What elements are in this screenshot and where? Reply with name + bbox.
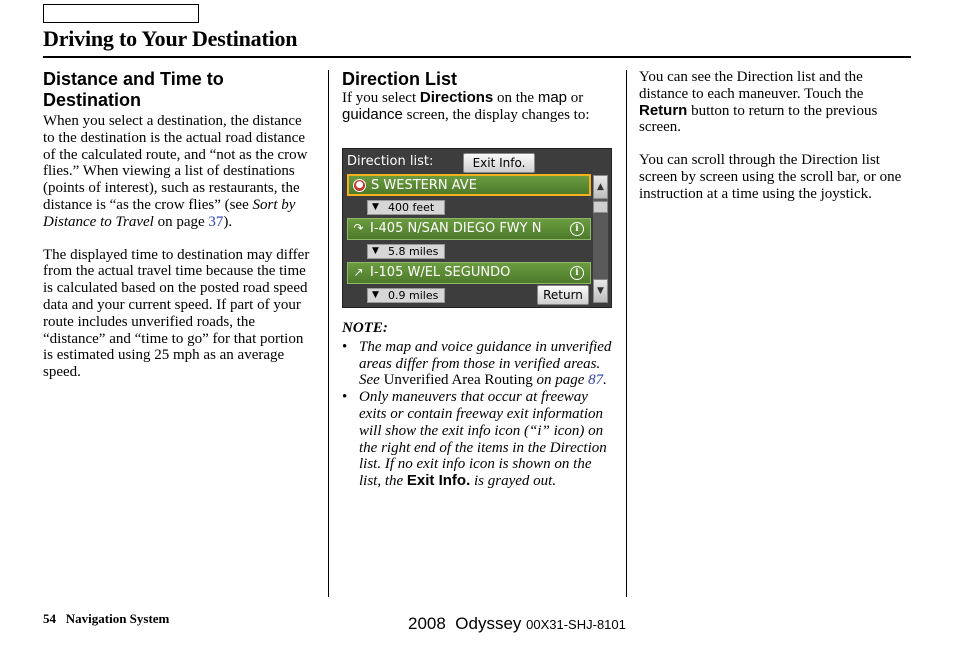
- text: The map and voice guidance in unverified areas differ from those in verified areas. See: [359, 338, 612, 389]
- exit-info-icon: i: [570, 266, 584, 280]
- guidance-term: guidance: [342, 105, 403, 123]
- scroll-down-button[interactable]: [593, 279, 608, 303]
- exit-info-button[interactable]: Exit Info.: [463, 153, 535, 173]
- column-divider-left: [328, 70, 329, 597]
- distance-value: 0.9 miles: [388, 289, 439, 302]
- distance-field: [367, 200, 445, 215]
- note-list: [342, 339, 614, 490]
- distance-value: 400 feet: [388, 201, 435, 214]
- arrow-up-icon: ▲: [597, 182, 604, 192]
- right-paragraph-2: You can scroll through the Direction list screen by screen using the scroll bar, or one instruction at a time using the joystick.: [639, 152, 902, 202]
- scroll-thumb[interactable]: [593, 201, 608, 213]
- column-divider-right: [626, 70, 627, 597]
- page-link-37[interactable]: 37: [208, 213, 224, 230]
- title-divider: [43, 56, 911, 58]
- page-link-87[interactable]: 87: [588, 372, 604, 389]
- direction-list-screen: [342, 148, 612, 308]
- text: When you select a destination, the distance to the destination is the actual road distance of the calculated route, and “not as the crow flies.” When viewing a list of destinations (points of interest), such as restaurants, the distance is “as the crow flies” (see: [43, 113, 308, 213]
- model-name: 2008 Odyssey: [408, 614, 522, 633]
- text: button to return to the previous screen.: [639, 102, 878, 136]
- text: is grayed out.: [470, 473, 557, 490]
- text: Only maneuvers that occur at freeway exits or contain freeway exit information will show the exit info icon (“i” icon) on the right end of the items in the Direction list. If no exit info icon is shown on the list, the: [359, 389, 607, 490]
- return-button[interactable]: Return: [537, 285, 589, 305]
- text: screen, the display changes to:: [402, 106, 590, 123]
- exit-info-term: Exit Info.: [406, 472, 471, 490]
- text: or: [567, 90, 584, 106]
- chevron-down-icon: ▼: [372, 246, 379, 256]
- destination-icon: ●: [353, 179, 366, 192]
- chevron-down-icon: ▼: [372, 202, 379, 212]
- text: on the: [493, 90, 538, 106]
- distance-value: 5.8 miles: [388, 245, 439, 258]
- directions-term: Directions: [419, 89, 494, 106]
- text: .: [603, 372, 607, 389]
- text: ).: [223, 213, 233, 230]
- distance-field: [367, 288, 445, 303]
- middle-intro: [342, 90, 612, 124]
- exit-info-icon: i: [570, 222, 584, 236]
- right-paragraph-1: [639, 69, 911, 136]
- return-term: Return: [639, 101, 688, 119]
- scroll-up-button[interactable]: [593, 175, 608, 199]
- left-paragraph-1: [43, 113, 313, 231]
- text: on page: [532, 372, 589, 389]
- middle-column: [342, 69, 612, 124]
- note-item: [342, 389, 614, 490]
- exit-ramp-icon: ↗: [353, 265, 364, 279]
- text: If you select: [342, 90, 420, 106]
- turn-right-icon: ↷: [353, 221, 364, 235]
- left-column: [43, 69, 313, 381]
- section-heading-direction-list: Direction List: [342, 69, 458, 89]
- document-code: 00X31-SHJ-8101: [526, 617, 626, 632]
- bullet-icon: •: [342, 338, 348, 355]
- cross-reference: Sort by Distance to Travel: [43, 196, 296, 230]
- text: You can see the Direction list and the distance to each maneuver. Touch the: [639, 69, 864, 102]
- direction-street: I-405 N/SAN DIEGO FWY N: [370, 221, 542, 236]
- text: on page: [153, 213, 209, 230]
- page-number: 54: [43, 611, 56, 626]
- map-term: map: [537, 89, 568, 106]
- cross-reference: Unverified Area Routing: [383, 372, 533, 389]
- note-label: NOTE:: [342, 320, 388, 336]
- chevron-down-icon: ▼: [372, 290, 379, 300]
- direction-street: I-105 W/EL SEGUNDO: [370, 265, 511, 280]
- screen-title: Direction list:: [347, 154, 434, 169]
- footer-model: [408, 614, 626, 634]
- right-column: [639, 69, 911, 203]
- direction-row[interactable]: [347, 174, 591, 196]
- distance-field: [367, 244, 445, 259]
- direction-row[interactable]: [347, 218, 591, 240]
- left-paragraph-2: The displayed time to destination may differ from the actual travel time because the time is calculated based on the posted road speed data and your current speed. If part of your route includes unverified roads, the “distance” and “time to go” for that portion is estimated using 25 mph as an average speed.: [43, 246, 310, 381]
- header-tab-box: [43, 4, 199, 23]
- footer-section: Navigation System: [65, 611, 170, 626]
- direction-row[interactable]: [347, 262, 591, 284]
- page-title: Driving to Your Destination: [43, 26, 298, 51]
- notes-block: [342, 308, 614, 490]
- note-item: [342, 339, 614, 389]
- bullet-icon: •: [342, 389, 348, 406]
- direction-street: S WESTERN AVE: [371, 178, 477, 193]
- footer-page-info: [43, 611, 169, 627]
- section-heading-distance-time: Distance and Time to Destination: [43, 69, 224, 110]
- arrow-down-icon: ▼: [597, 286, 604, 296]
